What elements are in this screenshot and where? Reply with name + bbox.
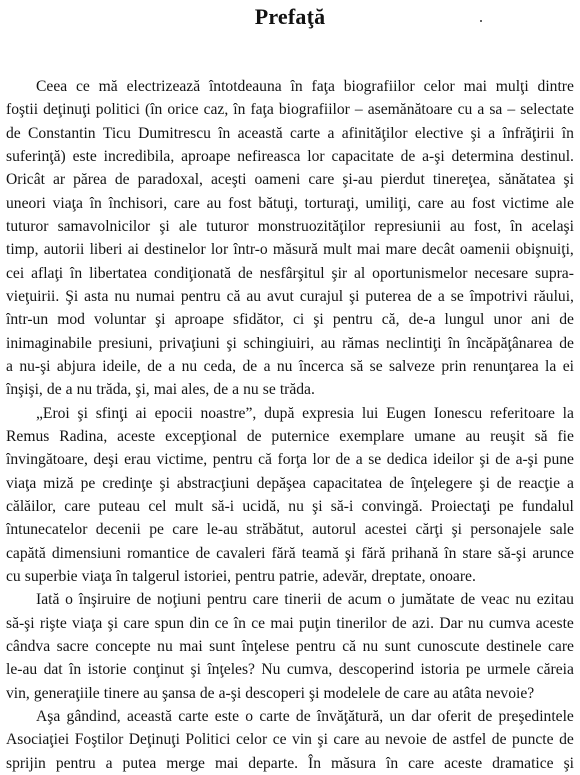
text-line: vin, generaţiile tinere au şansa de a-şi descoperi şi modelele de care au atâta nevoie?: [6, 684, 535, 702]
text-line: întunecatelor decenii pe care le-au străbătut, autorul acestei cărţi şi personajele sale: [6, 521, 574, 539]
text-line: a nu-şi abjura ideile, de a nu ceda, de a nu încerca să se salveze prin renunţarea la ei: [6, 357, 574, 375]
text-line: Remus Radina, aceste excepţional de puternice exemplare umane au reuşit să fie: [6, 427, 574, 445]
text-line: viaţa miză pe credinţe şi abstracţiuni depăşea capacitatea de înţelegere şi de reacţie a: [6, 474, 574, 492]
text-line: Oricât ar părea de paradoxal, aceşti oameni care şi-au pierdut tinereţea, sănătatea şi: [6, 171, 574, 189]
text-line: Ceea ce mă electrizează întotdeauna în faţa biografiilor celor mai mulţi dintre: [36, 78, 574, 95]
text-line: vieţuirii. Şi asta nu numai pentru că au avut curajul şi puterea de a se împotrivi răului,: [6, 287, 574, 305]
scan-speck: [480, 20, 482, 22]
text-line: cei aflaţi în libertatea condiţionată de nesfârşitul şir al oportunismelor necesare supra-: [6, 264, 574, 282]
text-line: suferinţă) este incredibila, aproape nefireasca lor capacitate de a-şi determina destinul.: [6, 147, 574, 165]
text-line: învingătoare, deşi erau victime, pentru că forţa lor de a se dedica ideilor şi de a-şi pune: [6, 451, 574, 469]
text-line: uneori viaţa în închisori, care au fost bătuţi, torturaţi, umiliţi, care au fost victime ale: [6, 194, 574, 212]
text-line: înşişi, de a nu trăda, şi, mai ales, de a nu se trăda.: [6, 381, 315, 399]
text-line: tuturor samavolnicilor şi ale tuturor monstruozităţilor represiunii au fost, în acelaşi: [6, 217, 574, 235]
text-line: călăilor, care puteau cel mult să-i ucidă, nu şi să-i convingă. Proiectaţi pe fundalul: [6, 497, 574, 515]
text-line: sprijin pentru a putea merge mai departe. În măsura în care aceste dramatice şi: [6, 754, 574, 772]
text-line: Iată o înşiruire de noţiuni pentru care tinerii de acum o jumătate de veac nu ezitau: [36, 591, 574, 609]
text-line: cândva sacre concepte nu mai sunt înţelese pentru că nu sunt cunoscute destinele care: [6, 637, 574, 655]
text-line: inimaginabile presiuni, privaţiuni şi schingiuiri, au rămas neclintiţi în încăpăţânarea de: [6, 334, 574, 352]
page-title: Prefaţă: [254, 4, 326, 29]
text-line: să-şi rişte viaţa şi care spun din ce în ce mai puţin tinerilor de azi. Dar nu cumva aceste: [6, 614, 574, 632]
text-line: de Constantin Ticu Dumitrescu în această carte a afinităţilor elective şi a înfrăţirii în: [6, 124, 574, 142]
text-line: foştii deţinuţi politici (în orice caz, în faţa biografiilor – asemănătoare cu a sa – selectate: [6, 101, 574, 119]
text-line: într-un mod voluntar şi aproape sfidător, ci şi pentru că, de-a lungul unor ani de: [6, 311, 574, 329]
text-line: Aşa gândind, această carte este o carte de învăţătură, un dar oferit de preşedintele: [36, 707, 574, 725]
text-line: le-au dat în istorie conţinut şi înţeles? Nu cumva, descoperind istoria pe urmele căreia: [6, 661, 574, 679]
text-line: capătă dimensiuni romantice de cavaleri fără teamă şi fără prihană în stare să-şi arunce: [6, 544, 574, 562]
body-text: [6, 75, 574, 775]
text-line: timp, autorii liberi ai destinelor lor într-o măsură mult mai mare decât oamenii obişnuiţi,: [6, 241, 574, 259]
text-line: Asociaţiei Foştilor Deţinuţi Politici celor ce vin şi care au nevoie de astfel de puncte de: [6, 731, 574, 749]
text-line: „Eroi şi sfinţi ai epocii noastre”, după expresia lui Eugen Ionescu referitoare la: [36, 404, 574, 422]
text-line: cu superbie viaţa în talgerul istoriei, pentru patrie, adevăr, dreptate, onoare.: [6, 567, 476, 585]
